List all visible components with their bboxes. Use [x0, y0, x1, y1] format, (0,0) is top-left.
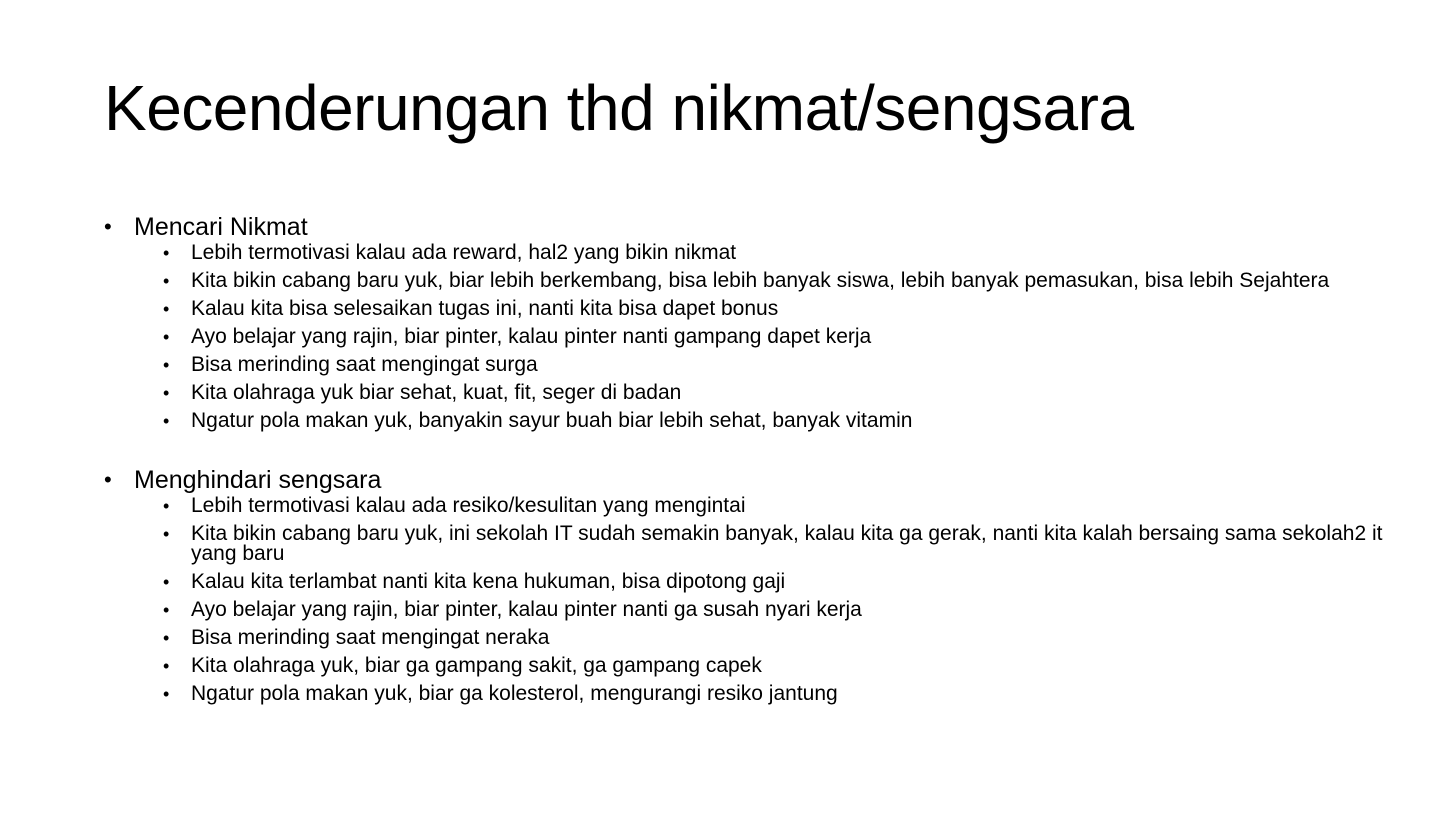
list-item [104, 600, 1394, 620]
section-heading [104, 464, 1394, 496]
list-item-text: Bisa merinding saat mengingat surga [191, 353, 538, 376]
bullet-icon: • [163, 656, 170, 676]
bullet-icon: • [163, 572, 170, 592]
bullet-icon: • [163, 600, 170, 620]
list-item [104, 684, 1394, 704]
list-item [104, 327, 1394, 347]
section-mencari-nikmat [104, 211, 1394, 431]
list-item-text: Lebih termotivasi kalau ada resiko/kesulitan yang mengintai [191, 494, 746, 517]
list-item-text: Kita bikin cabang baru yuk, biar lebih berkembang, bisa lebih banyak siswa, lebih banyak pemasukan, bisa lebih Sejahtera [191, 269, 1330, 292]
slide-content [104, 211, 1394, 704]
bullet-icon: • [163, 327, 170, 347]
section-heading [104, 211, 1394, 243]
bullet-icon: • [163, 355, 170, 375]
bullet-icon: • [163, 684, 170, 704]
bullet-icon: • [163, 628, 170, 648]
list-item-text: Lebih termotivasi kalau ada reward, hal2 yang bikin nikmat [191, 241, 737, 264]
list-item-text: Ayo belajar yang rajin, biar pinter, kalau pinter nanti gampang dapet kerja [191, 325, 872, 348]
bullet-icon: • [104, 467, 112, 492]
list-item [104, 496, 1394, 516]
section-heading-text: Mencari Nikmat [134, 213, 308, 241]
bullet-icon: • [163, 271, 170, 291]
list-item [104, 243, 1394, 263]
bullet-icon: • [163, 496, 170, 516]
bullet-icon: • [163, 411, 170, 431]
bullet-icon: • [163, 299, 170, 319]
list-item [104, 572, 1394, 592]
bullet-icon: • [163, 383, 170, 403]
bullet-icon: • [104, 214, 112, 239]
list-item-text: Kita olahraga yuk, biar ga gampang sakit, ga gampang capek [191, 654, 762, 677]
list-item [104, 656, 1394, 676]
list-item-text: Kita olahraga yuk biar sehat, kuat, fit, seger di badan [191, 381, 682, 404]
list-item [104, 411, 1394, 431]
bullet-list [104, 496, 1394, 704]
list-item-text: Kalau kita terlambat nanti kita kena hukuman, bisa dipotong gaji [191, 570, 786, 593]
list-item-text: Ngatur pola makan yuk, banyakin sayur buah biar lebih sehat, banyak vitamin [191, 409, 913, 432]
list-item [104, 383, 1394, 403]
bullet-icon: • [163, 243, 170, 263]
list-item [104, 271, 1394, 291]
section-menghindari-sengsara [104, 464, 1394, 704]
bullet-icon: • [163, 524, 170, 544]
slide-title: Kecenderungan thd nikmat/sengsara [104, 72, 1134, 144]
list-item-text: Kalau kita bisa selesaikan tugas ini, nanti kita bisa dapet bonus [191, 297, 779, 320]
list-item [104, 299, 1394, 319]
bullet-list [104, 243, 1394, 431]
list-item-text: Ngatur pola makan yuk, biar ga kolesterol, mengurangi resiko jantung [191, 682, 838, 705]
list-item [104, 628, 1394, 648]
list-item [104, 524, 1394, 564]
section-heading-text: Menghindari sengsara [134, 466, 382, 494]
list-item-text: Ayo belajar yang rajin, biar pinter, kalau pinter nanti ga susah nyari kerja [191, 598, 862, 621]
list-item-text: Kita bikin cabang baru yuk, ini sekolah IT sudah semakin banyak, kalau kita ga gerak, nanti kita kalah bersaing sama sekolah2 it yang baru [191, 522, 1383, 565]
list-item [104, 355, 1394, 375]
list-item-text: Bisa merinding saat mengingat neraka [191, 626, 550, 649]
